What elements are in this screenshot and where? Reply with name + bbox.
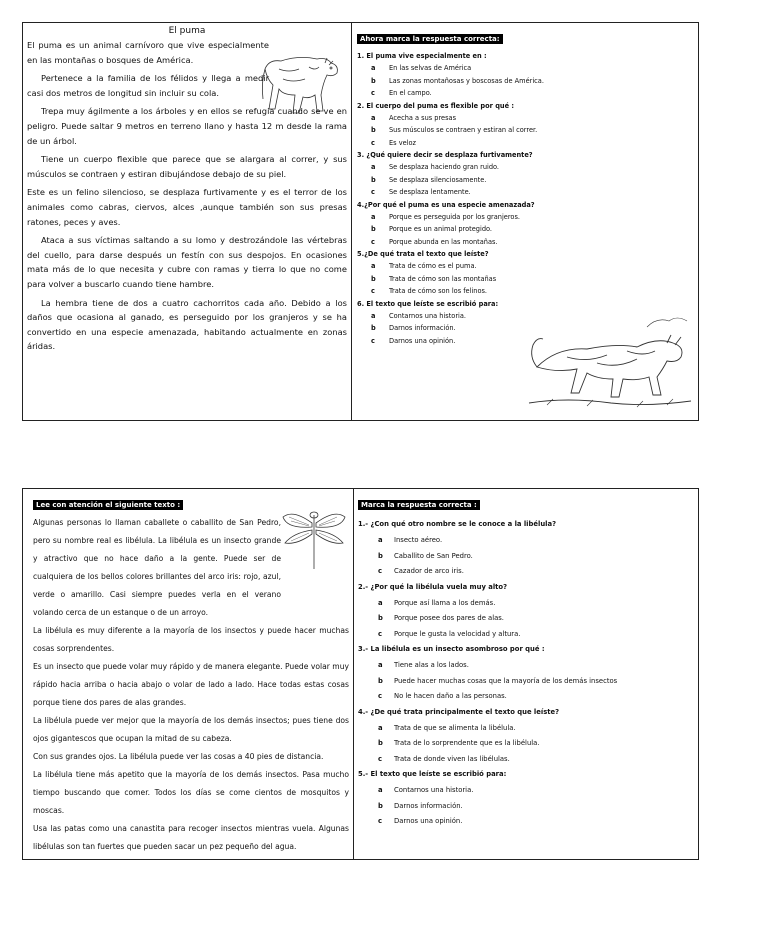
question: 3.- La libélula es un insecto asombroso por qué : [358,645,545,653]
worksheet-libelula [22,488,699,860]
quiz-header: Marca la respuesta correcta : [358,500,480,510]
option-letter: c [378,754,383,763]
option-text: Porque es perseguida por los granjeros. [389,212,520,221]
option-text: Trata de donde viven las libélulas. [394,754,510,763]
option-letter: b [378,614,383,622]
answer-option[interactable] [371,176,692,184]
answer-option[interactable] [371,238,692,246]
option-text: Contarnos una historia. [394,786,474,794]
option-letter: a [371,262,376,270]
option-letter: a [371,212,376,221]
answer-option[interactable] [371,64,692,72]
option-letter: b [378,676,383,685]
option-text: Las zonas montañosas y boscosas de América. [389,76,544,85]
paragraph: La libélula es muy diferente a la mayoría de los insectos y puede hacer muchas cosas sorprendentes. [33,626,349,653]
answer-option[interactable] [378,755,692,763]
option-text: Tiene alas a los lados. [394,661,469,669]
answer-option[interactable] [371,275,692,283]
option-letter: a [378,598,383,607]
option-text: Porque así llama a los demás. [394,598,496,607]
question: 5.¿De qué trata el texto que leíste? [357,250,489,258]
option-letter: a [378,536,383,544]
answer-option[interactable] [371,163,692,171]
option-letter: c [371,287,375,295]
option-letter: c [371,89,375,97]
option-letter: b [371,175,376,184]
paragraph: La libélula puede ver mejor que la mayoría de los demás insectos; pues tiene dos ojos gigantescos que ocupan la mitad de su cabeza. [33,716,349,743]
option-letter: b [378,739,383,747]
option-text: Cazador de arco iris. [394,567,464,575]
option-text: Trata de cómo son las montañas [389,274,497,283]
paragraph: Pertenece a la familia de los félidos y llega a medir casi dos metros de longitud sin incluir su cola. [27,73,269,98]
paragraph: El puma es un animal carnívoro que vive especialmente en las montañas o bosques de América. [27,40,269,65]
question: 1. El puma vive especialmente en : [357,52,487,60]
option-text: Darnos información. [394,801,463,810]
option-text: Caballito de San Pedro. [394,551,473,560]
answer-option[interactable] [371,188,692,196]
option-text: Se desplaza lentamente. [389,188,471,196]
question: 1.- ¿Con qué otro nombre se le conoce a la libélula? [358,520,557,528]
option-letter: c [378,567,383,575]
paragraph: Es un insecto que puede volar muy rápido y de manera elegante. Puede volar muy rápido hacia arriba o hacia abajo o volar de lado a lado. Hace todas estas cosas porque tiene dos pares de alas grandes. [33,662,349,707]
answer-option[interactable] [378,786,692,794]
paragraph: La libélula tiene más apetito que la mayoría de los demás insectos. Pasa mucho tiempo buscando que comer. Todos los días se come cientos de mosquitos y moscas. [33,770,349,815]
option-letter: b [371,274,376,283]
answer-option[interactable] [371,262,692,270]
answer-option[interactable] [371,126,692,134]
answer-option[interactable] [378,677,692,685]
option-text: En las selvas de América [389,64,472,72]
answer-option[interactable] [371,89,692,97]
option-letter: c [371,237,375,246]
answer-option[interactable] [378,802,692,810]
answer-option[interactable] [371,139,692,147]
option-text: Se desplaza haciendo gran ruido. [389,163,500,171]
option-letter: c [378,629,383,638]
option-letter: c [378,692,383,700]
option-letter: b [378,801,383,810]
question: 5.- El texto que leíste se escribió para: [358,770,507,778]
option-text: Trata de cómo es el puma. [389,262,477,270]
answer-option[interactable] [378,692,692,700]
puma-attack-illustration [527,307,695,411]
option-letter: c [371,188,375,196]
paragraph: Este es un felino silencioso, se desplaza furtivamente y es el terror de los animales como cabras, ciervos, alces ,aunque también son sus presas ratones, peces y aves. [27,187,347,227]
answer-option[interactable] [378,739,692,747]
option-text: Trata de cómo son los felinos. [389,287,488,295]
option-letter: b [371,76,376,85]
answer-option[interactable] [378,630,692,638]
question: 2. El cuerpo del puma es flexible por qué : [357,101,515,110]
answer-option[interactable] [371,287,692,295]
option-letter: b [371,225,376,233]
answer-option[interactable] [378,552,692,560]
option-letter: c [371,336,375,345]
option-text: Insecto aéreo. [394,536,443,544]
question: 4.¿Por qué el puma es una especie amenazada? [357,200,535,209]
answer-option[interactable] [371,77,692,85]
answer-option[interactable] [371,225,692,233]
answer-option[interactable] [378,536,692,544]
dragonfly-illustration [279,503,349,573]
option-letter: a [378,661,383,669]
option-text: Trata de lo sorprendente que es la libélula. [394,739,540,747]
option-letter: a [371,163,376,171]
paragraph: Tiene un cuerpo flexible que parece que se alargara al correr, y sus músculos se contraen y estiran dibujándose debajo de su piel. [27,154,347,179]
option-letter: a [378,723,383,732]
reading-header: Lee con atención el siguiente texto : [33,500,183,510]
option-text: Darnos información. [389,324,456,332]
paragraph: La hembra tiene de dos a cuatro cachorritos cada año. Debido a los daños que ocasiona al ganado, es perseguido por los granjeros y se ha convertido en una especie amenazada, habitando actualmente en zonas áridas. [27,297,347,352]
option-text: Acecha a sus presas [389,113,457,122]
option-letter: b [371,126,376,134]
answer-option[interactable] [378,614,692,622]
option-letter: b [371,324,376,332]
reading-title: El puma [168,26,206,36]
paragraph: Trepa muy ágilmente a los árboles y en ellos se refugia cuando se ve en peligro. Puede saltar 9 metros en terreno llano y hasta 12 m desde la rama de un árbol. [27,106,347,146]
option-text: Puede hacer muchas cosas que la mayoría de los demás insectos [394,676,618,685]
quiz-header: Ahora marca la respuesta correcta: [357,34,503,44]
puma-illustration [259,39,343,121]
option-letter: a [371,113,376,122]
paragraph: Ataca a sus víctimas saltando a su lomo y destrozándole las vértebras del cuello, para darse después un festín con sus despojos. En ocasiones mata más de lo que necesita y cubre con ramas y tierra lo que no come para volver a buscarlo cuando tiene hambre. [27,235,347,289]
option-text: Es veloz [389,138,416,147]
worksheet-puma [22,22,699,421]
quiz-column [354,489,698,859]
option-text: Darnos una opinión. [389,336,456,345]
option-letter: a [371,311,376,320]
option-text: Contarnos una historia. [389,311,467,320]
paragraph: Con sus grandes ojos. La libélula puede ver las cosas a 40 pies de distancia. [33,752,324,761]
answer-option[interactable] [371,213,692,221]
answer-option[interactable] [378,661,692,669]
option-text: Sus músculos se contraen y estiran al correr. [389,126,538,134]
option-letter: a [371,64,376,72]
option-text: Porque posee dos pares de alas. [394,614,504,622]
option-letter: a [378,786,383,794]
option-text: Darnos una opinión. [394,817,463,825]
option-text: Porque abunda en las montañas. [389,237,498,246]
option-letter: b [378,551,383,560]
option-text: No le hacen daño a las personas. [394,692,507,700]
paragraph: Algunas personas lo llaman caballete o caballito de San Pedro, pero su nombre real es libélula. La libélula es un insecto grande y atractivo que no hace daño a la gente. Puede ser de cualquiera de los bellos colores brillantes del arco iris: rojo, azul, verde o amarillo. Casi siempre puedes verla en el verano volando cerca de un estanque o de un arroyo. [33,518,281,617]
question: 2.- ¿Por qué la libélula vuela muy alto? [358,582,508,591]
answer-option[interactable] [378,817,692,825]
option-letter: c [371,138,375,147]
option-text: Porque es un animal protegido. [389,225,493,233]
question: 6. El texto que leíste se escribió para: [357,299,499,308]
question: 4.- ¿De qué trata principalmente el texto que leíste? [358,707,560,716]
option-text: En el campo. [389,89,432,97]
option-letter: c [378,817,383,825]
question: 3. ¿Qué quiere decir se desplaza furtivamente? [357,151,533,159]
option-text: Trata de que se alimenta la libélula. [394,723,516,732]
answer-option[interactable] [378,567,692,575]
answer-option[interactable] [378,724,692,732]
paragraph: Usa las patas como una canastita para recoger insectos mientras vuela. Algunas libélulas son tan fuertes que pueden sacar un pez pequeño del agua. [33,824,349,851]
answer-option[interactable] [378,599,692,607]
option-text: Porque le gusta la velocidad y altura. [394,629,521,638]
answer-option[interactable] [371,114,692,122]
option-text: Se desplaza silenciosamente. [389,175,487,184]
